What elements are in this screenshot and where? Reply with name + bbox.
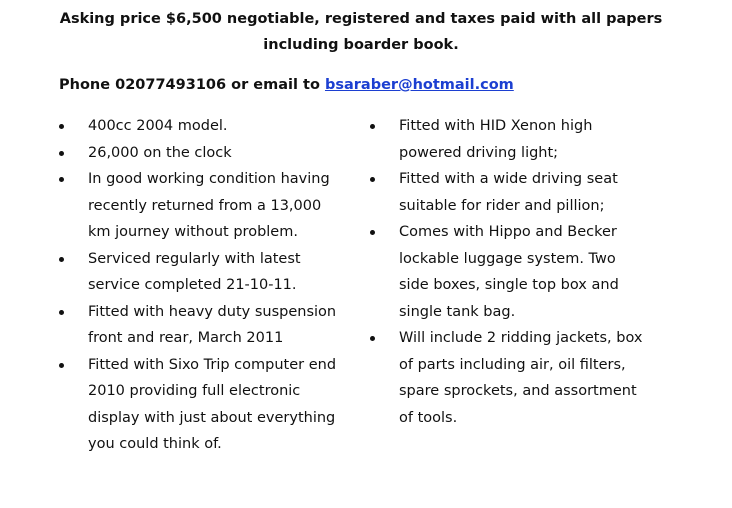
bullet-icon bbox=[59, 124, 64, 129]
bullet-text-line: Fitted with HID Xenon high bbox=[399, 118, 593, 134]
bullet-text-line: lockable luggage system. Two bbox=[399, 250, 616, 267]
listing-heading bbox=[48, 6, 674, 58]
bullet-text-line: Comes with Hippo and Becker bbox=[399, 224, 617, 240]
bullet-item bbox=[370, 113, 670, 166]
features-list-left bbox=[59, 113, 359, 458]
bullet-item bbox=[59, 246, 359, 299]
bullet-text-line: Fitted with heavy duty suspension bbox=[88, 303, 337, 320]
bullet-icon bbox=[59, 363, 64, 368]
email-link[interactable]: bsaraber@hotmail.com bbox=[324, 77, 514, 93]
bullet-icon bbox=[370, 177, 375, 182]
bullet-text-line: side boxes, single top box and bbox=[399, 277, 619, 293]
bullet-item bbox=[59, 352, 359, 458]
bullet-icon bbox=[370, 336, 375, 341]
bullet-text-line: 26,000 on the clock bbox=[88, 144, 232, 161]
bullet-text-line: single tank bag. bbox=[399, 303, 516, 320]
bullet-icon bbox=[59, 257, 64, 262]
bullet-text-line: spare sprockets, and assortment bbox=[399, 383, 637, 399]
bullet-text-line: of parts including air, oil filters, bbox=[399, 356, 626, 373]
bullet-icon bbox=[59, 310, 64, 315]
bullet-item bbox=[59, 140, 359, 167]
features-list-right bbox=[370, 113, 670, 431]
bullet-text-line: km journey without problem. bbox=[88, 224, 298, 240]
bullet-text-line: In good working condition having bbox=[88, 171, 330, 187]
bullet-item bbox=[59, 166, 359, 246]
bullet-text-line: 2010 providing full electronic bbox=[88, 383, 301, 399]
bullet-text-line: Serviced regularly with latest bbox=[88, 250, 301, 267]
bullet-text-line: front and rear, March 2011 bbox=[88, 330, 284, 346]
bullet-text-line: Fitted with Sixo Trip computer end bbox=[88, 356, 337, 373]
bullet-item bbox=[370, 166, 670, 219]
bullet-item bbox=[59, 299, 359, 352]
bullet-text-line: you could think of. bbox=[88, 436, 222, 452]
bullet-item bbox=[370, 219, 670, 325]
heading-line: Asking price $6,500 negotiable, registered and taxes paid with all papers bbox=[59, 11, 663, 27]
bullet-text-line: display with just about everything bbox=[88, 409, 336, 426]
bullet-text-line: powered driving light; bbox=[399, 144, 559, 161]
bullet-icon bbox=[370, 230, 375, 235]
bullet-text-line: Fitted with a wide driving seat bbox=[399, 171, 618, 187]
bullet-item bbox=[59, 113, 359, 140]
bullet-text-line: service completed 21-10-11. bbox=[88, 277, 297, 293]
bullet-text-line: recently returned from a 13,000 bbox=[88, 197, 322, 214]
bullet-item bbox=[370, 325, 670, 431]
bullet-icon bbox=[59, 177, 64, 182]
contact-line bbox=[59, 72, 514, 98]
bullet-icon bbox=[59, 151, 64, 156]
bullet-text-line: Will include 2 ridding jackets, box bbox=[399, 330, 643, 346]
contact-phone-text: Phone 02077493106 or email to bbox=[59, 77, 325, 93]
bullet-text-line: of tools. bbox=[399, 409, 458, 426]
heading-line: including boarder book. bbox=[263, 37, 459, 53]
bullet-text-line: 400cc 2004 model. bbox=[88, 118, 228, 134]
bullet-icon bbox=[370, 124, 375, 129]
bullet-text-line: suitable for rider and pillion; bbox=[399, 197, 605, 214]
